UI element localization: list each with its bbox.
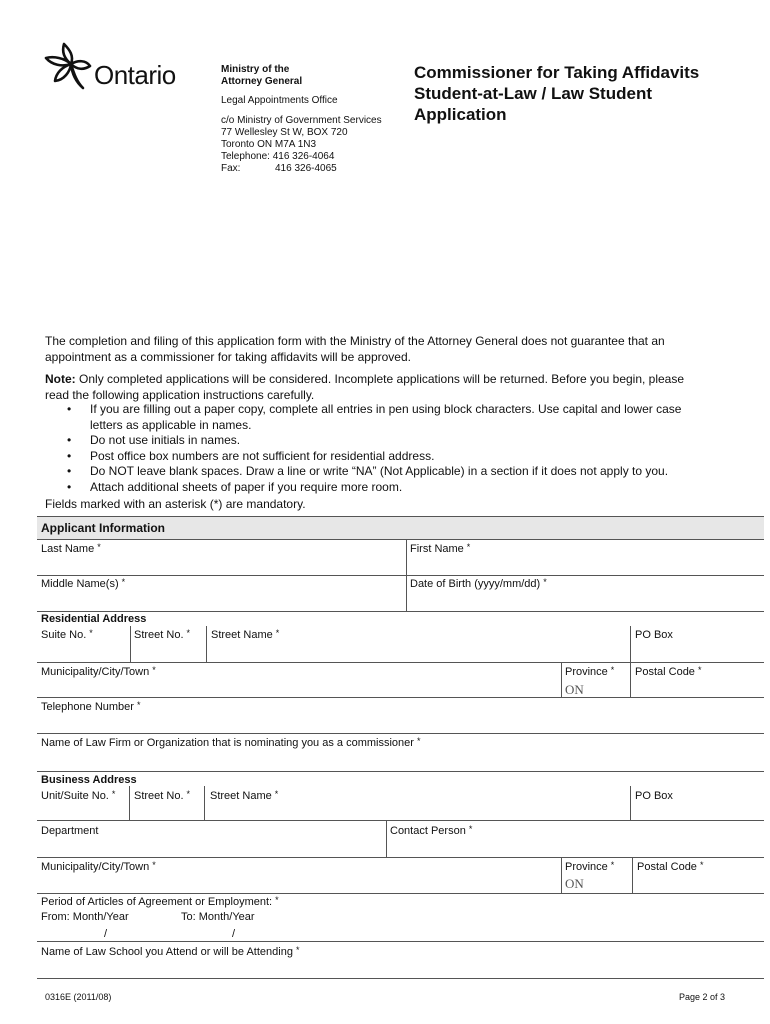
divider	[37, 575, 764, 576]
section-business-address: Business Address	[41, 774, 137, 786]
section-residential-address: Residential Address	[41, 613, 147, 625]
unit-suite-no-field[interactable]: Unit/Suite No. *	[41, 789, 116, 802]
page-number: Page 2 of 3	[679, 992, 726, 1002]
business-municipality-field[interactable]: Municipality/City/Town *	[41, 860, 156, 873]
list-item: • Attach additional sheets of paper if you require more room.	[67, 479, 403, 494]
divider	[37, 893, 764, 894]
divider	[129, 786, 130, 820]
middle-name-field[interactable]: Middle Name(s) *	[41, 577, 126, 590]
divider	[37, 516, 764, 517]
municipality-field[interactable]: Municipality/City/Town *	[41, 665, 156, 678]
trillium-icon	[44, 40, 92, 92]
divider	[204, 786, 205, 820]
to-date-field[interactable]: To: Month/Year	[181, 911, 255, 923]
to-date-slash: /	[232, 928, 236, 940]
bullet-icon: •	[67, 479, 72, 494]
from-date-slash: /	[104, 928, 108, 940]
divider	[37, 941, 764, 942]
divider	[206, 626, 207, 662]
business-po-box-field[interactable]: PO Box	[635, 790, 673, 802]
form-title: Commissioner for Taking Affidavits Student-at-Law / Law Student Application	[414, 63, 700, 124]
divider	[630, 662, 631, 697]
divider	[37, 733, 764, 734]
list-item: • Do not use initials in names.	[67, 433, 241, 447]
divider	[630, 626, 631, 662]
divider	[37, 820, 764, 821]
divider	[37, 662, 764, 663]
province-value[interactable]: ON	[565, 682, 584, 697]
fax-value: 416 326-4065	[275, 163, 337, 174]
business-postal-code-field[interactable]: Postal Code *	[637, 860, 704, 873]
bullet-icon: •	[67, 433, 72, 447]
business-street-name-field[interactable]: Street Name *	[210, 789, 279, 802]
divider	[37, 539, 764, 540]
from-date-field[interactable]: From: Month/Year	[41, 911, 129, 923]
divider	[37, 978, 764, 979]
divider	[37, 857, 764, 858]
divider	[130, 626, 131, 662]
suite-no-field[interactable]: Suite No. *	[41, 628, 93, 641]
section-applicant-information: Applicant Information	[41, 521, 165, 535]
ontario-logo	[44, 40, 194, 95]
business-province-value[interactable]: ON	[565, 876, 584, 891]
period-of-articles-label: Period of Articles of Agreement or Employment: *	[41, 895, 279, 908]
divider	[632, 857, 633, 893]
bullet-icon: •	[67, 402, 72, 416]
instruction-list	[45, 402, 735, 495]
mandatory-note: Fields marked with an asterisk (*) are mandatory.	[45, 497, 306, 511]
postal-code-field[interactable]: Postal Code *	[635, 665, 702, 678]
list-item: • If you are filling out a paper copy, complete all entries in pen using block characters. Use capital and lower case letters as applicable in names.	[67, 402, 682, 432]
business-province-field[interactable]: Province *	[565, 860, 615, 873]
po-box-field[interactable]: PO Box	[635, 629, 673, 641]
divider	[561, 857, 562, 893]
note-text: Note: Only completed applications will be considered. Incomplete applications will be returned. Before you begin, please read the following application instructions carefully.	[45, 372, 685, 402]
note-label: Note:	[45, 372, 76, 386]
divider	[37, 697, 764, 698]
contact-person-field[interactable]: Contact Person *	[390, 824, 473, 837]
date-of-birth-field[interactable]: Date of Birth (yyyy/mm/dd) *	[410, 577, 547, 590]
divider	[37, 771, 764, 772]
department-field[interactable]: Department	[41, 825, 99, 837]
form-code: 0316E (2011/08)	[45, 992, 112, 1002]
divider	[561, 662, 562, 697]
bullet-icon: •	[67, 448, 72, 463]
intro-text: The completion and filing of this application form with the Ministry of the Attorney General does not guarantee that an appointment as a commissioner for taking affidavits will be approved.	[45, 334, 665, 364]
fax-label: Fax:	[221, 163, 241, 174]
business-street-no-field[interactable]: Street No. *	[134, 789, 191, 802]
street-name-field[interactable]: Street Name *	[211, 628, 280, 641]
office-name: Legal Appointments Office	[221, 95, 338, 106]
divider	[386, 820, 387, 857]
ministry-name: Ministry of the Attorney General	[221, 64, 303, 87]
law-firm-field[interactable]: Name of Law Firm or Organization that is nominating you as a commissioner *	[41, 736, 421, 749]
street-no-field[interactable]: Street No. *	[134, 628, 191, 641]
logo-text: Ontario	[94, 60, 176, 90]
divider	[37, 611, 764, 612]
list-item: • Do NOT leave blank spaces. Draw a line or write “NA” (Not Applicable) in a section if it does not apply to you.	[67, 464, 669, 478]
first-name-field[interactable]: First Name *	[410, 542, 471, 555]
bullet-icon: •	[67, 464, 72, 478]
telephone-field[interactable]: Telephone Number *	[41, 700, 141, 713]
list-item: • Post office box numbers are not sufficient for residential address.	[67, 448, 435, 463]
mailing-address: c/o Ministry of Government Services 77 Wellesley St W, BOX 720 Toronto ON M7A 1N3 Telephone: 416 326-4064 Fax: 416 326-4065	[221, 115, 382, 174]
last-name-field[interactable]: Last Name *	[41, 542, 101, 555]
province-field[interactable]: Province *	[565, 665, 615, 678]
divider	[630, 786, 631, 820]
law-school-field[interactable]: Name of Law School you Attend or will be Attending *	[41, 945, 300, 958]
